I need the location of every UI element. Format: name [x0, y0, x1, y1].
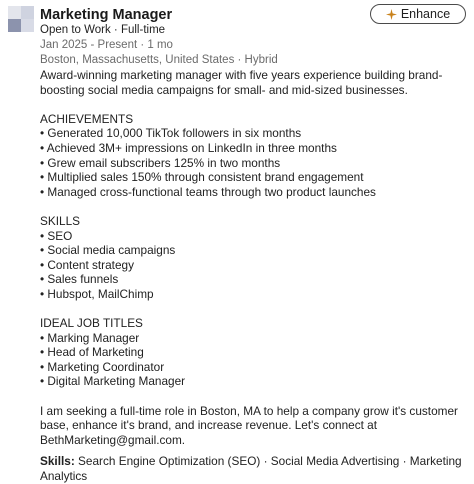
closing-line: base, enhance it's brand, and increase revenue. Let's connect at — [40, 418, 378, 433]
closing-line: BethMarketing@gmail.com. — [40, 432, 186, 447]
list-item: • Marketing Coordinator — [40, 359, 165, 374]
job-title: Marketing Manager — [40, 7, 173, 23]
list-item: • Grew email subscribers 125% in two months — [40, 155, 281, 170]
list-item: • Managed cross-functional teams through two product launches — [40, 184, 376, 199]
skills-footer-label: Skills: — [40, 454, 75, 469]
list-item: • SEO — [40, 228, 73, 243]
list-item: • Content strategy — [40, 257, 134, 272]
achievements-heading: ACHIEVEMENTS — [40, 111, 134, 126]
summary-line: boosting social media campaigns for small- and mid-sized businesses. — [40, 82, 408, 97]
list-item: • Head of Marketing — [40, 345, 144, 360]
enhance-label: Enhance — [400, 7, 451, 21]
list-item: • Multiplied sales 150% through consistent brand engagement — [40, 170, 364, 185]
job-description — [40, 68, 465, 484]
list-item: • Generated 10,000 TikTok followers in six months — [40, 126, 302, 141]
company-logo — [8, 6, 34, 32]
list-item: • Sales funnels — [40, 272, 119, 287]
skills-heading: SKILLS — [40, 213, 81, 228]
job-dates: Jan 2025 - Present · 1 mo — [40, 39, 173, 51]
enhance-button[interactable] — [370, 4, 466, 24]
list-item: • Digital Marketing Manager — [40, 374, 186, 389]
skills-footer-text: Analytics — [40, 469, 88, 484]
skills-footer — [40, 454, 465, 469]
list-item: • Marking Manager — [40, 330, 140, 345]
sparkle-icon — [386, 9, 397, 20]
list-item: • Hubspot, MailChimp — [40, 286, 154, 301]
summary-line: Award-winning marketing manager with five years experience building brand- — [40, 68, 443, 82]
list-item: • Achieved 3M+ impressions on LinkedIn in three months — [40, 140, 337, 155]
closing-line: I am seeking a full-time role in Boston, MA to help a company grow it's customer — [40, 403, 458, 418]
job-status: Open to Work · Full-time — [40, 24, 166, 36]
job-location: Boston, Massachusetts, United States · Hybrid — [40, 54, 278, 66]
job-header — [40, 7, 360, 68]
list-item: • Social media campaigns — [40, 243, 176, 258]
ideal-titles-heading: IDEAL JOB TITLES — [40, 316, 143, 331]
skills-footer-text: Search Engine Optimization (SEO) · Social Media Advertising · Marketing — [74, 454, 462, 469]
